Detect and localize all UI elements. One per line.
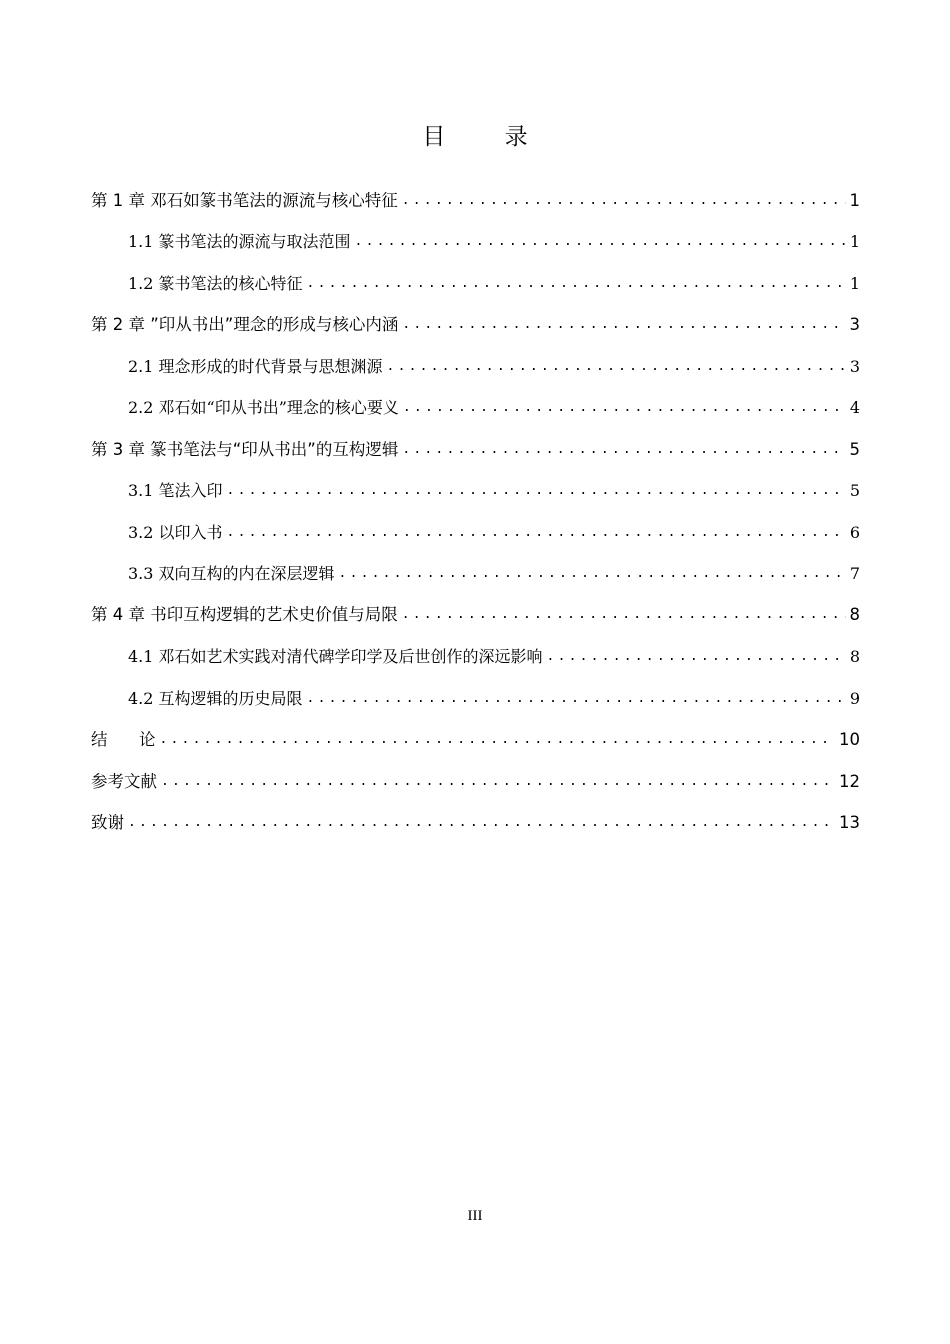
toc-entry[interactable] [128, 354, 860, 380]
toc-entry-page: 4 [849, 398, 860, 417]
toc-entry-label: 第 4 章 书印互构逻辑的艺术史价值与局限 [91, 605, 398, 624]
dot-leader [402, 312, 845, 338]
dot-leader [402, 437, 845, 463]
toc-entry-page: 13 [839, 813, 860, 832]
toc-entry[interactable] [91, 188, 860, 214]
dot-leader [387, 354, 846, 380]
toc-entry[interactable] [128, 478, 860, 504]
toc-entry[interactable] [91, 769, 860, 795]
toc-entry[interactable] [91, 810, 860, 836]
dot-leader [227, 520, 846, 546]
toc-entry[interactable] [128, 271, 860, 297]
toc-entry-page: 9 [849, 689, 860, 708]
toc-entry-page: 7 [849, 564, 860, 583]
toc-entry[interactable] [128, 686, 860, 712]
toc-entry-label: 3.2 以印入书 [128, 523, 223, 542]
toc-entry-label: 结 论 [91, 730, 156, 749]
toc-entry-page: 3 [849, 315, 860, 334]
toc-entry-page: 5 [849, 481, 860, 500]
toc-entry-page: 10 [839, 730, 860, 749]
toc-entry[interactable] [91, 602, 860, 628]
dot-leader [403, 395, 846, 421]
dot-leader [307, 271, 846, 297]
toc-entry[interactable] [128, 644, 860, 670]
toc-entry-label: 4.2 互构逻辑的历史局限 [128, 689, 303, 708]
toc-entry-page: 8 [849, 605, 860, 624]
toc-entry-label: 3.3 双向互构的内在深层逻辑 [128, 564, 335, 583]
dot-leader [161, 769, 835, 795]
toc-entry-page: 3 [849, 357, 860, 376]
footer-page-number: III [467, 1208, 483, 1224]
toc-entry[interactable] [128, 561, 860, 587]
toc-entry-page: 6 [849, 523, 860, 542]
dot-leader [128, 810, 835, 836]
toc-entry-page: 1 [849, 232, 860, 251]
toc-entry-label: 1.1 篆书笔法的源流与取法范围 [128, 232, 351, 251]
toc-entry-label: 4.1 邓石如艺术实践对清代碑学印学及后世创作的深远影响 [128, 647, 543, 666]
toc-entry[interactable] [128, 520, 860, 546]
toc-entry-label: 第 2 章 ”印从书出”理念的形成与核心内涵 [91, 315, 399, 334]
toc-entry-page: 1 [849, 274, 860, 293]
toc-entry[interactable] [128, 395, 860, 421]
toc-entry-label: 第 3 章 篆书笔法与“印从书出”的互构逻辑 [91, 440, 399, 459]
toc-entry[interactable] [91, 437, 860, 463]
dot-leader [159, 727, 835, 753]
page-title: 目 录 [422, 124, 554, 150]
toc-entry-label: 2.2 邓石如“印从书出”理念的核心要义 [128, 398, 399, 417]
toc-entry-page: 5 [849, 440, 860, 459]
toc-entry-label: 2.1 理念形成的时代背景与思想渊源 [128, 357, 383, 376]
toc-entry-page: 12 [839, 772, 860, 791]
dot-leader [547, 644, 846, 670]
toc-entry-page: 1 [849, 191, 860, 210]
toc-entry-label: 致谢 [91, 813, 124, 832]
toc-entry-label: 1.2 篆书笔法的核心特征 [128, 274, 303, 293]
dot-leader [307, 686, 846, 712]
dot-leader [339, 561, 846, 587]
dot-leader [227, 478, 846, 504]
toc-entry[interactable] [91, 727, 860, 753]
dot-leader [402, 188, 846, 214]
dot-leader [402, 602, 846, 628]
toc-entry[interactable] [128, 229, 860, 255]
toc-entry[interactable] [91, 312, 860, 338]
toc-entry-page: 8 [849, 647, 860, 666]
dot-leader [355, 229, 846, 255]
toc-entry-label: 3.1 笔法入印 [128, 481, 223, 500]
toc-entry-label: 参考文献 [91, 772, 157, 791]
toc-entry-label: 第 1 章 邓石如篆书笔法的源流与核心特征 [91, 191, 398, 210]
